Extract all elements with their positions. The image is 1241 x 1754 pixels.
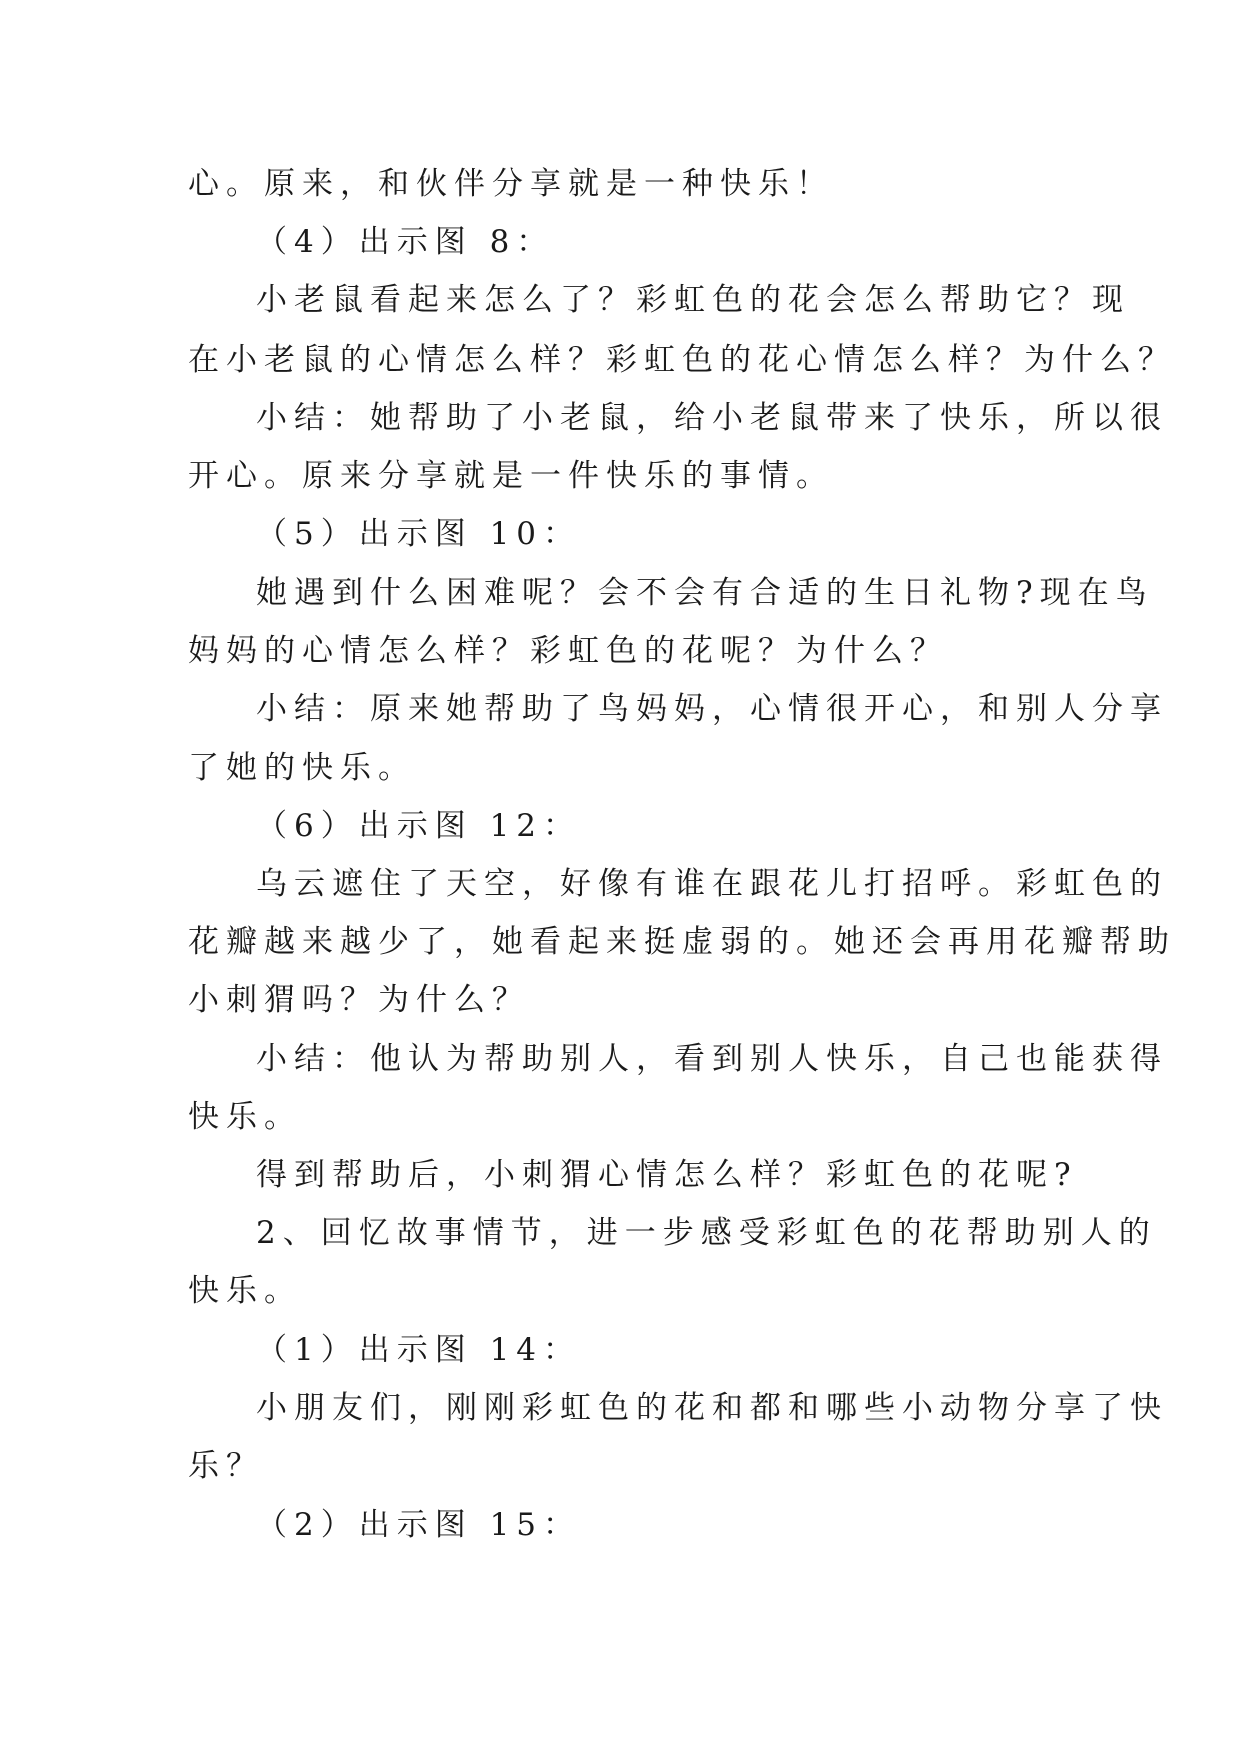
paragraph-line: 开心。原来分享就是一件快乐的事情。 [188,458,834,494]
paragraph-line: 得到帮助后，小刺猬心情怎么样？彩虹色的花呢? [256,1157,1078,1193]
paragraph-line: 小朋友们，刚刚彩虹色的花和都和哪些小动物分享了快 [256,1390,1168,1426]
paragraph-line: 花瓣越来越少了，她看起来挺虚弱的。她还会再用花瓣帮助 [188,924,1176,960]
summary-line: 小结：原来她帮助了鸟妈妈，心情很开心，和别人分享 [256,691,1168,727]
summary-line: 小结：她帮助了小老鼠，给小老鼠带来了快乐，所以很 [256,400,1168,436]
section-heading: 2、回忆故事情节，进一步感受彩虹色的花帮助别人的 [256,1215,1157,1251]
section-heading: （5）出示图 10： [256,516,582,552]
paragraph-line: 她遇到什么困难呢？会不会有合适的生日礼物?现在鸟 [256,575,1154,611]
paragraph-line: 小老鼠看起来怎么了？彩虹色的花会怎么帮助它？现 [256,282,1130,318]
paragraph-line: 快乐。 [188,1273,302,1309]
paragraph-line: 妈妈的心情怎么样？彩虹色的花呢？为什么？ [188,633,948,669]
paragraph-line: 在小老鼠的心情怎么样？彩虹色的花心情怎么样？为什么？ [188,342,1176,378]
section-heading: （1）出示图 14： [256,1332,582,1368]
paragraph-line: 小刺猬吗？为什么？ [188,982,530,1018]
section-heading: （4）出示图 8： [256,224,555,260]
section-heading: （2）出示图 15： [256,1507,582,1543]
section-heading: （6）出示图 12： [256,808,582,844]
paragraph-line: 了她的快乐。 [188,750,416,786]
paragraph-line: 乐？ [188,1448,264,1484]
paragraph-line: 乌云遮住了天空，好像有谁在跟花儿打招呼。彩虹色的 [256,866,1168,902]
paragraph-line: 快乐。 [188,1099,302,1135]
summary-line: 小结：他认为帮助别人，看到别人快乐，自己也能获得 [256,1041,1168,1077]
paragraph-line: 心。原来，和伙伴分享就是一种快乐！ [188,166,834,202]
